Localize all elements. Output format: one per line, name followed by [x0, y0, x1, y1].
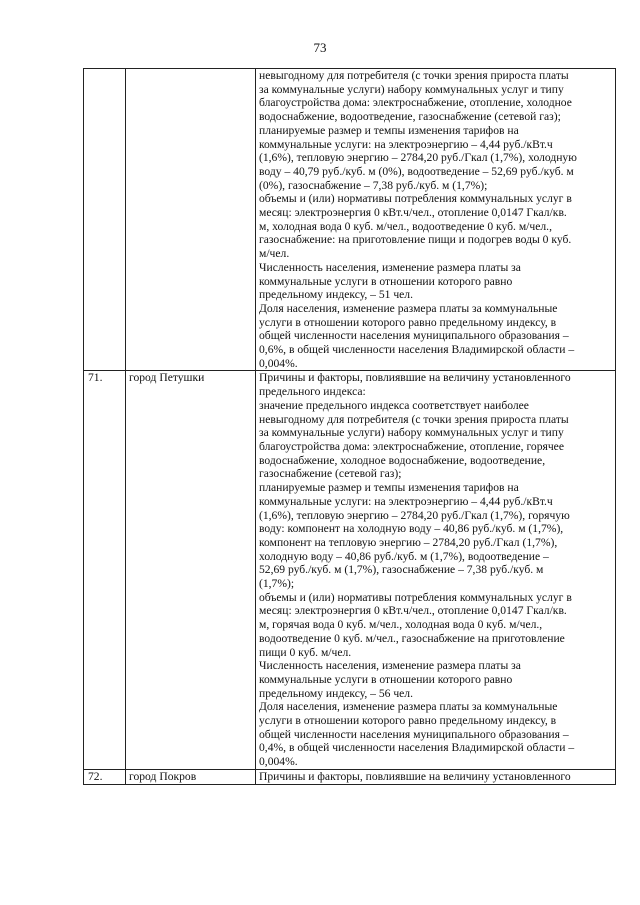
description-line: Причины и факторы, повлиявшие на величину установленного — [259, 769, 571, 783]
description-line: м, холодная вода 0 куб. м/чел., водоотведение 0 куб. м/чел., — [259, 219, 552, 233]
description-line: м/чел. — [259, 247, 290, 261]
municipality-cell: город Петушки — [126, 371, 256, 769]
description-line: водоотведение 0 куб. м/чел., газоснабжение на приготовление — [259, 631, 565, 645]
description-line: (1,7%); — [259, 577, 295, 591]
description-line: воду: компонент на холодную воду – 40,86 руб./куб. м (1,7%), — [259, 522, 564, 536]
description-line: водоснабжение, холодное водоснабжение, водоотведение, — [259, 453, 546, 467]
description-line: коммунальные услуги в отношении которого равно — [259, 672, 513, 686]
description-line: Доля населения, изменение размера платы за коммунальные — [259, 700, 558, 714]
description-line: невыгодному для потребителя (с точки зрения прироста платы — [259, 69, 569, 82]
description-line: планируемые размер и темпы изменения тарифов на — [259, 481, 519, 495]
table-row — [84, 371, 616, 769]
page-number: 73 — [313, 40, 327, 55]
description-line: общей численности населения муниципального образования – — [259, 329, 569, 343]
description-line: (1,6%), тепловую энергию – 2784,20 руб./Гкал (1,7%), горячую — [259, 508, 570, 522]
description-line: (1,6%), тепловую энергию – 2784,20 руб./Гкал (1,7%), холодную — [259, 151, 577, 165]
description-line: благоустройства дома: электроснабжение, отопление, холодное — [259, 96, 572, 110]
description-line: воду – 40,79 руб./куб. м (0%), водоотведение – 52,69 руб./куб. м — [259, 164, 574, 178]
description-line: предельного индекса: — [259, 385, 366, 399]
row-number-cell: 72. — [84, 769, 126, 784]
description-line: месяц: электроэнергия 0 кВт.ч/чел., отопление 0,0147 Гкал/кв. — [259, 206, 567, 220]
description-line: невыгодному для потребителя (с точки зрения прироста платы — [259, 412, 569, 426]
description-line: (0%), газоснабжение – 7,38 руб./куб. м (1,7%); — [259, 178, 488, 192]
table-row — [84, 769, 616, 784]
description-line: значение предельного индекса соответствует наиболее — [259, 398, 529, 412]
description-line: 0,004%. — [259, 356, 298, 370]
description-line: коммунальные услуги: на электроэнергию – 4,44 руб./кВт.ч — [259, 137, 553, 151]
description-line: пищи 0 куб. м/чел. — [259, 645, 352, 659]
description-line: планируемые размер и темпы изменения тарифов на — [259, 123, 519, 137]
row-number-cell — [84, 69, 126, 371]
description-line: объемы и (или) нормативы потребления коммунальных услуг в — [259, 590, 572, 604]
table-row — [84, 69, 616, 371]
description-line: Численность населения, изменение размера платы за — [259, 659, 521, 673]
municipality-cell — [126, 69, 256, 371]
description-line: услуги в отношении которого равно предельному индексу, в — [259, 714, 557, 728]
description-cell — [256, 769, 616, 784]
description-line: газоснабжение (сетевой газ); — [259, 467, 402, 481]
description-line: Численность населения, изменение размера платы за — [259, 260, 521, 274]
description-line: общей численности населения муниципального образования – — [259, 727, 569, 741]
table-body — [84, 69, 616, 785]
description-line: водоснабжение, водоотведение, газоснабжение (сетевой газ); — [259, 110, 561, 124]
description-line: холодную воду – 40,86 руб./куб. м (1,7%), водоотведение – — [259, 549, 549, 563]
description-line: благоустройства дома: электроснабжение, отопление, горячее — [259, 439, 564, 453]
tariff-table — [83, 68, 616, 785]
row-number-cell: 71. — [84, 371, 126, 769]
description-line: 0,4%, в общей численности населения Владимирской области – — [259, 741, 575, 755]
description-line: предельному индексу, – 51 чел. — [259, 288, 413, 302]
description-line: 0,004%. — [259, 755, 298, 769]
description-line: Доля населения, изменение размера платы за коммунальные — [259, 301, 558, 315]
description-cell — [256, 371, 616, 769]
description-line: газоснабжение: на приготовление пищи и подогрев воды 0 куб. — [259, 233, 572, 247]
description-line: компонент на тепловую энергию – 2784,20 руб./Гкал (1,7%), — [259, 535, 558, 549]
description-line: услуги в отношении которого равно предельному индексу, в — [259, 315, 557, 329]
description-line: коммунальные услуги: на электроэнергию – 4,44 руб./кВт.ч — [259, 494, 553, 508]
description-line: м, горячая вода 0 куб. м/чел., холодная вода 0 куб. м/чел., — [259, 618, 543, 632]
description-line: 0,6%, в общей численности населения Владимирской области – — [259, 343, 575, 357]
description-line: за коммунальные услуги) набору коммунальных услуг и типу — [259, 426, 564, 440]
description-cell — [256, 69, 616, 371]
description-line: объемы и (или) нормативы потребления коммунальных услуг в — [259, 192, 572, 206]
description-line: коммунальные услуги в отношении которого равно — [259, 274, 513, 288]
description-line: предельному индексу, – 56 чел. — [259, 686, 413, 700]
description-line: за коммунальные услуги) набору коммунальных услуг и типу — [259, 82, 564, 96]
municipality-cell: город Покров — [126, 769, 256, 784]
description-line: Причины и факторы, повлиявшие на величину установленного — [259, 371, 571, 385]
description-line: месяц: электроэнергия 0 кВт.ч/чел., отопление 0,0147 Гкал/кв. — [259, 604, 567, 618]
description-line: 52,69 руб./куб. м (1,7%), газоснабжение – 7,38 руб./куб. м — [259, 563, 544, 577]
